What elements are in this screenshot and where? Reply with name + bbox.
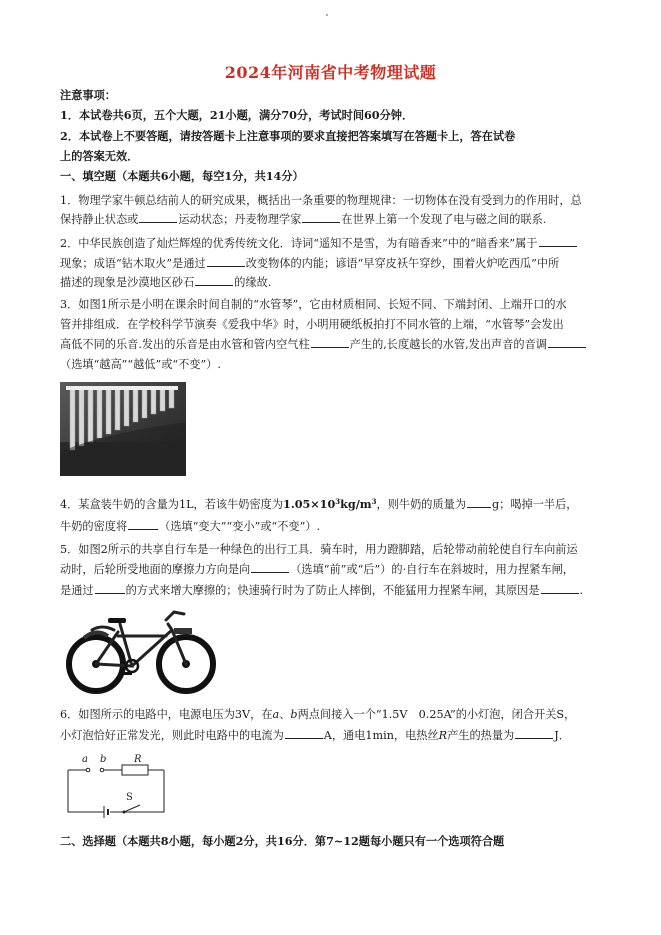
q4-line-1: 4．某盒装牛奶的含量为1L，若该牛奶密度为$1.05\times 10^3kg/m^3$，则牛奶的质量为 g；喝掉一半后，: [60, 497, 578, 511]
q5-line-1: 5．如图2所示的共享自行车是一种绿色的出行工具．骑车时，用力蹬脚踏，后轮带动前轮使自行车向前运: [60, 543, 578, 556]
notes-item-2b: 上的答案无效．: [60, 149, 139, 163]
figure-1-water-pipes-photo: [60, 382, 186, 476]
q1-line-2: 保持静止状态或 运动状态；丹麦物理学家 在世界上第一个发现了电与磁之间的联系.: [60, 213, 547, 226]
q2-line-3: 描述的现象是沙漠地区砂石 的缘故.: [60, 276, 272, 289]
answer-blank: [139, 213, 177, 223]
answer-blank: [311, 338, 349, 348]
answer-blank: [195, 276, 233, 286]
label-a: a: [82, 754, 88, 765]
q3-line-1: 3．如图1所示是小明在课余时间自制的“水管琴”，它由材质相同、长短不同、下端封闭、上端开口的水: [60, 298, 567, 311]
answer-blank: [515, 729, 553, 739]
answer-blank: [302, 213, 340, 223]
q3-line-2: 管并排组成．在学校科学节演奏《爱我中华》时，小明用硬纸板拍打不同水管的上端，“水管琴”会发出: [60, 318, 564, 331]
scan-speck: [326, 14, 328, 16]
figure-circuit-diagram: [64, 752, 174, 824]
q4-line-2: 牛奶的密度将 （选填“变大”“变小”或“不变”）.: [60, 520, 321, 533]
figure-2-bicycle: [62, 602, 220, 698]
section-2-heading: 二、选择题（本题共8小题，每小题2分，共16分．第7~12题每小题只有一个选项符合题: [60, 834, 505, 848]
q1-line-1: 1．物理学家牛顿总结前人的研究成果，概括出一条重要的物理规律：一切物体在没有受到力的作用时，总: [60, 194, 582, 207]
q6-line-1: 6．如图所示的电路中，电源电压为3V，在a、b两点间接入一个“1.5V 0.25A”的小灯泡，闭合开关S，: [60, 708, 576, 721]
answer-blank: [285, 729, 323, 739]
q5-line-2: 动时，后轮所受地面的摩擦力方向是向 （选填“前”或“后”）的·自行车在斜坡时，用力捏紧车闸，: [60, 563, 574, 576]
q2-line-2: 现象；成语“钻木取火”是通过 改变物体的内能；谚语“早穿皮袄午穿纱，围着火炉吃西瓜”中所: [60, 257, 560, 270]
section-1-heading: 一、填空题（本题共6小题，每空1分，共14分）: [60, 169, 304, 183]
page-title: 2024年河南省中考物理试题: [224, 63, 437, 82]
answer-blank: [207, 257, 245, 267]
answer-blank: [548, 338, 586, 348]
answer-blank: [95, 584, 125, 594]
q3-line-4: （选填“越高”“越低”或“不变”）.: [60, 358, 221, 371]
q5-line-3: 是通过 的方式来增大摩擦的；快速骑行时为了防止人摔倒，不能猛用力捏紧车闸，其原因是 .: [60, 584, 584, 597]
q6-line-2: 小灯泡恰好正常发光，则此时电路中的电流为 A，通电1min，电热丝R产生的热量为 J．: [60, 729, 570, 742]
q3-line-3: 高低不同的乐音.发出的乐音是由水管和管内空气柱 产生的,长度越长的水管,发出声音的音调: [60, 337, 608, 352]
answer-blank: [467, 498, 491, 508]
answer-blank: [539, 237, 577, 247]
notes-item-2a: 2．本试卷上不要答题，请按答题卡上注意事项的要求直接把答案填写在答题卡上，答在试卷: [60, 129, 516, 143]
notes-heading: 注意事项：: [60, 88, 116, 102]
terminal-b: [100, 768, 104, 772]
label-r: R: [134, 754, 142, 765]
q2-line-1: 2．中华民族创造了灿烂辉煌的优秀传统文化．诗词“遥知不是雪，为有暗香来”中的“暗香来”属于: [60, 236, 608, 251]
label-b: b: [100, 754, 107, 765]
notes-item-1: 1．本试卷共6页，五个大题，21小题，满分70分，考试时间60分钟．: [60, 108, 414, 122]
answer-blank: [128, 520, 158, 530]
terminal-a: [86, 768, 90, 772]
label-s: S: [126, 792, 133, 803]
answer-blank: [251, 563, 289, 573]
answer-blank: [541, 584, 579, 594]
